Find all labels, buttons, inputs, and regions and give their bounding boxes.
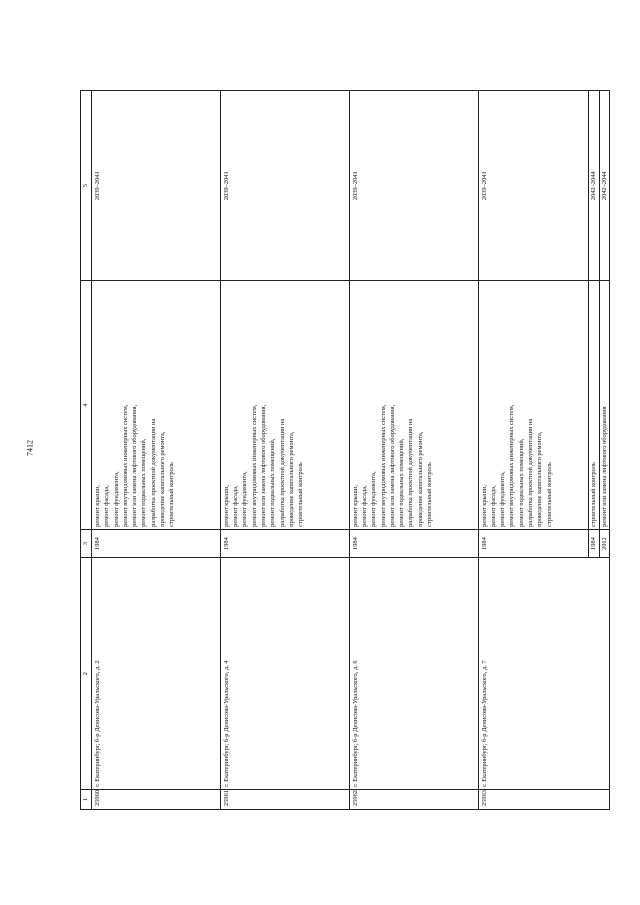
work-item: ремонт крыши, [480, 485, 488, 527]
work-item: ремонт фасада, [361, 485, 368, 527]
works-cell [220, 281, 349, 529]
header-cell-3: 3 [81, 529, 92, 558]
address-cell: г. Екатеринбург, б-р Денисова-Уральского, д. 6 [349, 558, 478, 790]
year-cell: 1984 [349, 529, 478, 558]
works-cell [478, 281, 589, 529]
work-item: ремонт подвальных помещений, [140, 438, 148, 527]
header-row [81, 91, 92, 810]
work-item: строительный контроль [545, 462, 553, 527]
table-row [92, 91, 221, 810]
address-cell: г. Екатеринбург, б-р Денисова-Уральского, д. 4 [220, 558, 349, 790]
work-item: ремонт подвальных помещений, [398, 438, 406, 527]
year-cell: 1984 [92, 529, 221, 558]
subrow-work-cell: ремонт или замена лифтового оборудования [599, 281, 609, 529]
work-item: разработка проектной документации на [407, 418, 415, 527]
subrow-period-cell: 2042–2044 [599, 91, 609, 281]
row-number: 25962. [349, 789, 478, 809]
work-item: ремонт фундамента, [370, 471, 378, 527]
subrow-year-cell: 2012 [599, 529, 609, 558]
work-item: ремонт фундамента, [499, 471, 507, 527]
address-cell: г. Екатеринбург, б-р Денисова-Уральского, д. 7 [478, 558, 609, 790]
work-item: ремонт крыши, [351, 485, 359, 527]
work-item: проведение капитального ремонта, [287, 431, 295, 527]
work-item: ремонт подвальных помещений, [517, 438, 525, 527]
work-item: ремонт или замена лифтового оборудования, [260, 404, 268, 527]
work-item: разработка проектной документации на [526, 418, 534, 527]
period-cell: 2039–2041 [349, 91, 478, 281]
table-row [220, 91, 349, 810]
work-item: строительный контроль [297, 462, 305, 527]
address-cell: г. Екатеринбург, б-р Денисова-Уральского, д. 2 [92, 558, 221, 790]
work-item: проведение капитального ремонта, [416, 431, 424, 527]
works-cell [92, 281, 221, 529]
work-item: ремонт крыши, [222, 485, 230, 527]
row-number: 25961. [220, 789, 349, 809]
work-item: проведение капитального ремонта, [536, 431, 544, 527]
work-item: ремонт или замена лифтового оборудования, [131, 404, 139, 527]
repair-schedule-table [80, 90, 610, 810]
year-cell: 1984 [220, 529, 349, 558]
work-item: ремонт или замена лифтового оборудования, [388, 404, 396, 527]
work-item: ремонт фасада, [489, 485, 497, 527]
work-item: ремонт фасада, [103, 485, 111, 527]
row-number: 25963. [478, 789, 609, 809]
work-item: разработка проектной документации на [149, 418, 157, 527]
works-cell [349, 281, 478, 529]
subrow-work-cell: строительный контроль [589, 281, 599, 529]
period-cell: 2039–2041 [478, 91, 589, 281]
subrow-period-cell: 2042–2044 [589, 91, 599, 281]
work-item: ремонт внутридомовых инженерных систем, [508, 404, 516, 527]
work-item: ремонт внутридомовых инженерных систем, [250, 404, 258, 527]
work-item: разработка проектной документации на [278, 418, 286, 527]
work-item: ремонт подвальных помещений, [269, 438, 277, 527]
table-row [349, 91, 478, 810]
subrow-year-cell: 1984 [589, 529, 599, 558]
work-item: ремонт внутридомовых инженерных систем, [379, 404, 387, 527]
work-item: строительный контроль [168, 462, 176, 527]
work-item: ремонт крыши, [94, 485, 102, 527]
header-cell-4: 4 [81, 281, 92, 529]
page-number-text: 7412 [25, 440, 35, 456]
header-cell-5: 5 [81, 91, 92, 281]
work-item: строительный контроль [425, 462, 433, 527]
period-cell: 2039–2041 [92, 91, 221, 281]
table-row [478, 91, 589, 810]
rotated-page [80, 90, 610, 810]
period-cell: 2039–2041 [220, 91, 349, 281]
work-item: ремонт внутридомовых инженерных систем, [121, 404, 129, 527]
work-item: проведение капитального ремонта, [159, 431, 167, 527]
header-cell-2: 2 [81, 558, 92, 790]
work-item: ремонт фасада, [232, 485, 240, 527]
year-cell: 1984 [478, 529, 589, 558]
header-cell-1: 1 [81, 789, 92, 809]
work-item: ремонт фундамента, [241, 471, 249, 527]
work-item: ремонт фундамента, [112, 471, 120, 527]
row-number: 25960. [92, 789, 221, 809]
